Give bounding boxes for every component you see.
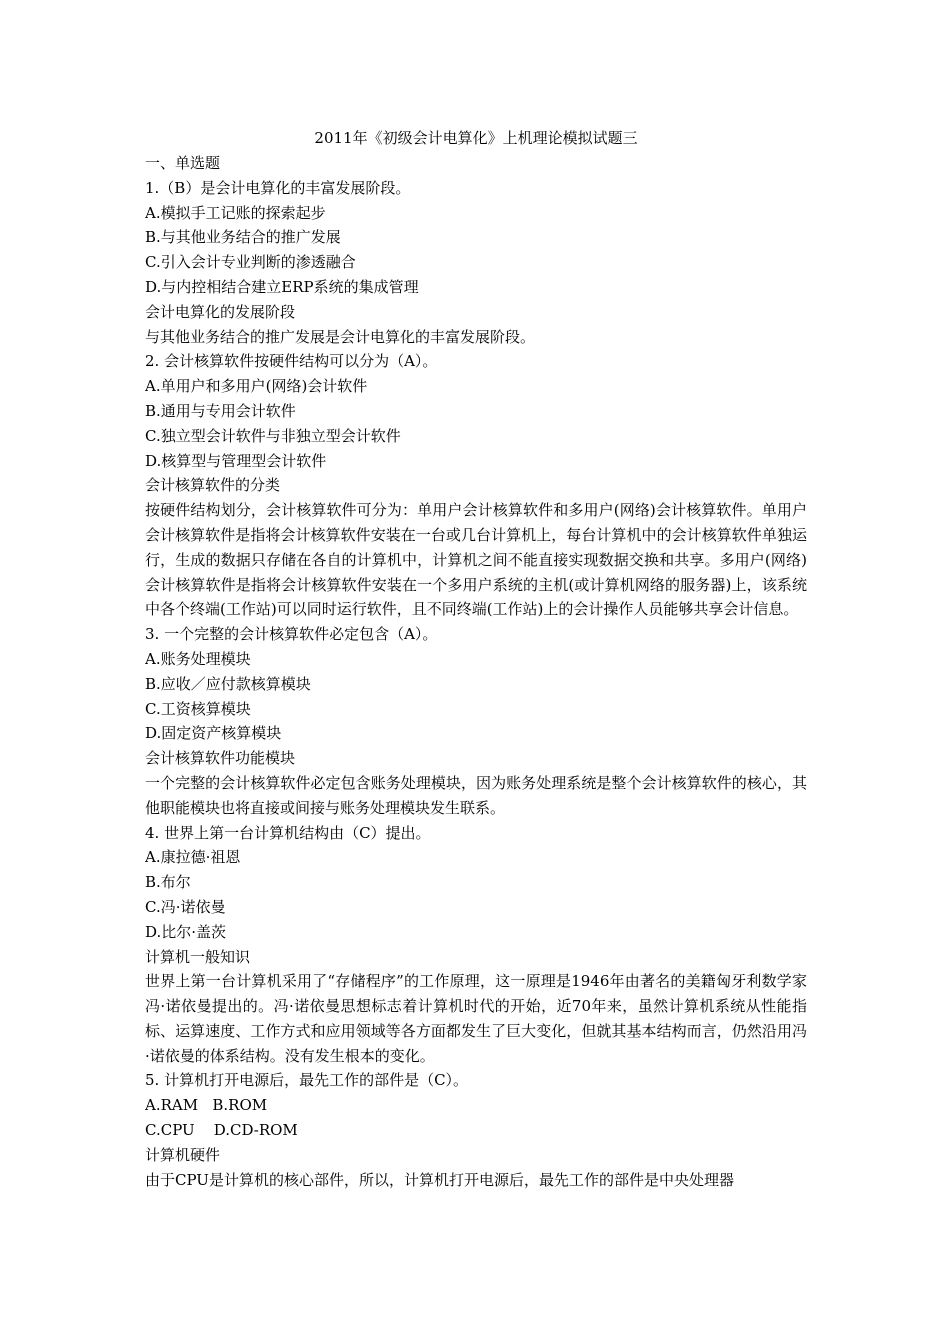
option-a: A.模拟手工记账的探索起步	[145, 203, 326, 222]
question-stem: 2. 会计核算软件按硬件结构可以分为（A）。	[145, 352, 438, 371]
option-c: C.独立型会计软件与非独立型会计软件	[145, 426, 401, 445]
question-stem: 3. 一个完整的会计核算软件必定包含（A）。	[145, 625, 438, 644]
question-stem: 1.（B）是会计电算化的丰富发展阶段。	[145, 178, 411, 197]
option-a: A.康拉德·祖恩	[145, 848, 241, 867]
explanation: 世界上第一台计算机采用了“存储程序”的工作原理，这一原理是1946年由著名的美籍匈牙利数学家冯·诺依曼提出的。冯·诺依曼思想标志着计算机时代的开始，近70年来，虽然计算机系统从性能指标、运算速度、工作方式和应用领域等各方面都发生了巨大变化，但就其基本结构而言，仍然沿用冯·诺依曼的体系结构。没有发生根本的变化。	[145, 972, 807, 1065]
document-title: 2011年《初级会计电算化》上机理论模拟试题三	[314, 129, 638, 147]
topic-heading: 计算机一般知识	[145, 947, 251, 966]
option-a: A.单用户和多用户(网络)会计软件	[145, 377, 368, 396]
question-3	[145, 622, 807, 820]
option-c: C.工资核算模块	[145, 699, 251, 718]
options-row-cd: C.CPU D.CD-ROM	[145, 1121, 298, 1140]
option-b: B.通用与专用会计软件	[145, 401, 296, 420]
question-stem: 5. 计算机打开电源后，最先工作的部件是（C）。	[145, 1071, 469, 1090]
explanation: 与其他业务结合的推广发展是会计电算化的丰富发展阶段。	[145, 327, 536, 346]
option-a: A.账务处理模块	[145, 649, 251, 668]
option-c: C.冯·诺依曼	[145, 897, 226, 916]
option-d: D.固定资产核算模块	[145, 724, 282, 743]
question-4	[145, 821, 807, 1069]
option-d: D.比尔·盖茨	[145, 922, 227, 941]
section-heading: 一、单选题	[145, 154, 221, 172]
document-page	[145, 126, 807, 1192]
topic-heading: 计算机硬件	[145, 1145, 221, 1164]
option-b: B.布尔	[145, 873, 191, 892]
question-stem: 4. 世界上第一台计算机结构由（C）提出。	[145, 823, 431, 842]
option-c: C.引入会计专业判断的渗透融合	[145, 253, 356, 272]
option-b: B.与其他业务结合的推广发展	[145, 228, 341, 247]
explanation: 一个完整的会计核算软件必定包含账务处理模块，因为账务处理系统是整个会计核算软件的核心，其他职能模块也将直接或间接与账务处理模块发生联系。	[145, 773, 807, 817]
explanation: 按硬件结构划分，会计核算软件可分为：单用户会计核算软件和多用户(网络)会计核算软件。单用户会计核算软件是指将会计核算软件安装在一台或几台计算机上，每台计算机中的会计核算软件单独运行，生成的数据只存储在各自的计算机中，计算机之间不能直接实现数据交换和共享。多用户(网络)会计核算软件是指将会计核算软件安装在一个多用户系统的主机(或计算机网络的服务器)上，该系统中各个终端(工作站)可以同时运行软件，且不同终端(工作站)上的会计操作人员能够共享会计信息。	[145, 501, 807, 619]
topic-heading: 会计核算软件的分类	[145, 476, 281, 495]
question-5	[145, 1068, 807, 1192]
options-row-ab: A.RAM B.ROM	[145, 1096, 268, 1115]
option-d: D.核算型与管理型会计软件	[145, 451, 327, 470]
question-1	[145, 176, 807, 350]
option-b: B.应收／应付款核算模块	[145, 674, 311, 693]
question-2	[145, 349, 807, 622]
explanation: 由于CPU是计算机的核心部件，所以，计算机打开电源后，最先工作的部件是中央处理器	[145, 1170, 734, 1189]
option-d: D.与内控相结合建立ERP系统的集成管理	[145, 277, 419, 296]
topic-heading: 会计核算软件功能模块	[145, 749, 296, 768]
topic-heading: 会计电算化的发展阶段	[145, 302, 296, 321]
